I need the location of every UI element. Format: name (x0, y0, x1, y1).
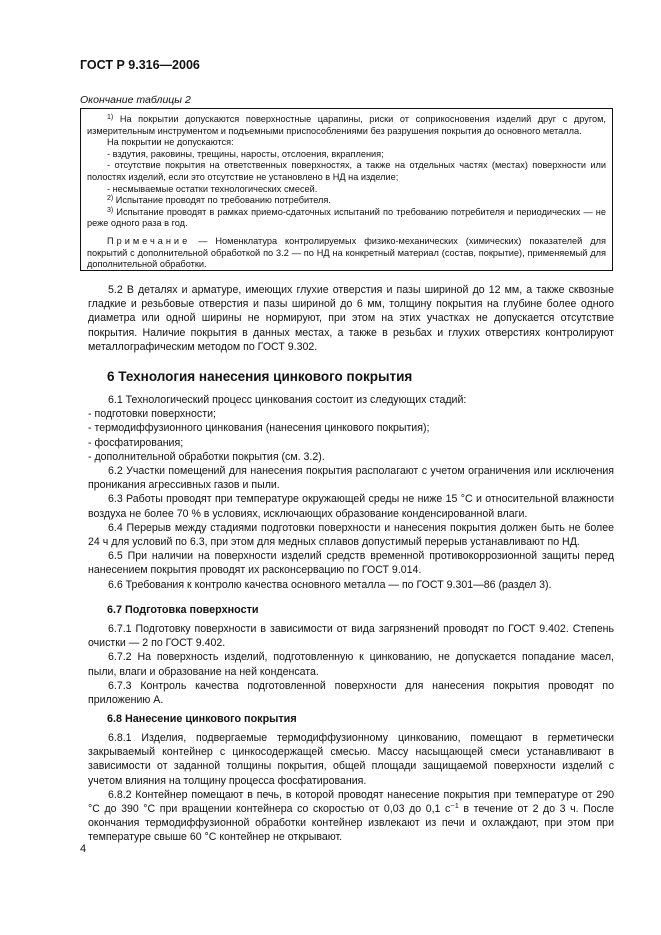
stage-item: - фосфатирования; (88, 436, 184, 449)
table-note (87, 236, 606, 271)
paragraph-6-8-2-start: 6.8.2 Контейнер помещают в печь, в которой проводят нанесение покрытия при температуре от 290 °С до 390 °С при вращении контейнера со скоростью от 0,03 до 0,1 с (88, 788, 614, 816)
paragraph-6-8-2 (88, 788, 614, 845)
table-footnotes-box (80, 108, 613, 271)
page-number: 4 (80, 843, 87, 855)
stage-item: - термодиффузионного цинкования (нанесения цинкового покрытия); (88, 422, 430, 435)
note-label: Примечание (107, 235, 191, 246)
subsection-6-7-body (88, 622, 614, 707)
footnote-2 (87, 195, 606, 207)
table-caption: Окончание таблицы 2 (80, 94, 191, 106)
section-6-body (88, 393, 614, 592)
subsection-6-7-title: 6.7 Подготовка поверхности (107, 604, 259, 616)
paragraph-6-2: 6.2 Участки помещений для нанесения покрытия располагают с учетом ограничения или исключения проникания агрессивных газов и пыли. (88, 465, 614, 492)
footnote-1 (87, 114, 606, 137)
footnote-mark: 2) (107, 195, 114, 203)
footnote-3 (87, 207, 606, 230)
not-allowed-item: - вздутия, раковины, трещины, наросты, отслоения, вкрапления; (107, 148, 384, 159)
footnote-mark: 3) (107, 206, 114, 214)
paragraph-6-8-1: 6.8.1 Изделия, подвергаемые термодиффузионному цинкованию, помещают в герметически закрываемый контейнер с цинкосодержащей смесью. Массу насыщающей смеси устанавливают в зависимости от заданной толщины покрытия, общей площади защищаемой поверхности изделий с учетом влияния на толщину процесса фосфатирования. (88, 732, 614, 787)
subsection-6-8-body (88, 731, 614, 845)
footnote-text: Испытание проводят в рамках приемо-сдаточных испытаний по требованию потребителя и периодических — не реже одного раза в год. (87, 206, 606, 229)
footnote-mark: 1) (107, 114, 114, 121)
paragraph-6-1: 6.1 Технологический процесс цинкования состоит из следующих стадий: (108, 394, 467, 406)
paragraph-6-3: 6.3 Работы проводят при температуре окружающей среды не ниже 15 °С и относительной влажности воздуха не более 70 % в условиях, исключающих образование конденсированной влаги. (88, 493, 614, 520)
note-text: — Номенклатура контролируемых физико-механических (химических) показателей для покрытий с дополнительной обработкой по 3.2 — по НД на конкретный материал (состав, покрытие), применяемый для дополнительной обработки. (87, 235, 606, 270)
subsection-6-8-title: 6.8 Нанесение цинкового покрытия (107, 713, 297, 725)
paragraph-6-4: 6.4 Перерыв между стадиями подготовки поверхности и нанесения покрытия должен быть не более 24 ч для условий по 6.3, при этом для медных сплавов допустимый перерыв устанавливают по НД. (88, 521, 614, 549)
stage-item: - подготовки поверхности; (88, 408, 216, 421)
paragraph-6-6: 6.6 Требования к контролю качества основного металла — по ГОСТ 9.301—86 (раздел 3). (108, 578, 552, 591)
footnote-text: На покрытии допускаются поверхностные царапины, риски от соприкосновения изделий друг с другом, измерительным инструментом и подъемными приспособлениями без разрушения покрытия до основного металла. (87, 114, 606, 136)
exponent: −1 (450, 801, 459, 811)
stage-item: - дополнительной обработки покрытия (см. 3.2). (88, 450, 325, 463)
page-header: ГОСТ Р 9.316—2006 (80, 58, 200, 72)
paragraph-5-2-block (88, 283, 614, 354)
not-allowed-item: - несмываемые остатки технологических смесей. (107, 183, 318, 194)
paragraph-6-7-3: 6.7.3 Контроль качества подготовленной поверхности для нанесения покрытия проводят по приложению А. (88, 679, 614, 707)
paragraph-6-7-1: 6.7.1 Подготовку поверхности в зависимости от вида загрязнений проводят по ГОСТ 9.402. Степень очистки — 2 по ГОСТ 9.402. (88, 623, 614, 650)
paragraph-6-8-2-end: в течение от 2 до 3 ч. После окончания термодиффузионной обработки контейнер извлекают из печи и охлаждают, при этом при температуре свыше 60 °С контейнер не открывают. (88, 803, 614, 844)
not-allowed-intro: На покрытии не допускаются: (107, 137, 234, 148)
footnote-text: Испытание проводят по требованию потребителя. (115, 195, 331, 206)
not-allowed-item: - отсутствие покрытия на ответственных поверхностях, а также на отдельных частях (местах) поверхности или полостях изделий, если это отсутствие не установлено в НД на изделие; (87, 160, 606, 182)
paragraph-6-5: 6.5 При наличии на поверхности изделий средств временной противокоррозионной защиты перед нанесением покрытия проводят их расконсервацию по ГОСТ 9.014. (88, 550, 614, 577)
paragraph-6-7-2: 6.7.2 На поверхность изделий, подготовленную к цинкованию, не допускается попадание масел, пыли, влаги и образование на ней конденсата. (88, 651, 614, 678)
paragraph-5-2: 5.2 В деталях и арматуре, имеющих глухие отверстия и пазы шириной до 12 мм, а также сквозные гладкие и резьбовые отверстия и пазы шириной до 6 мм, толщину покрытия на глубине более одного диаметра или одной ширины не нормируют, при этом на этих участках не допускается отсутствие покрытия. Наличие покрытия в данных местах, а также в резьбах и глухих отверстиях контролируют металлографическим методом по ГОСТ 9.302. (88, 284, 614, 353)
section-6-title: 6 Технология нанесения цинкового покрытия (107, 369, 413, 384)
